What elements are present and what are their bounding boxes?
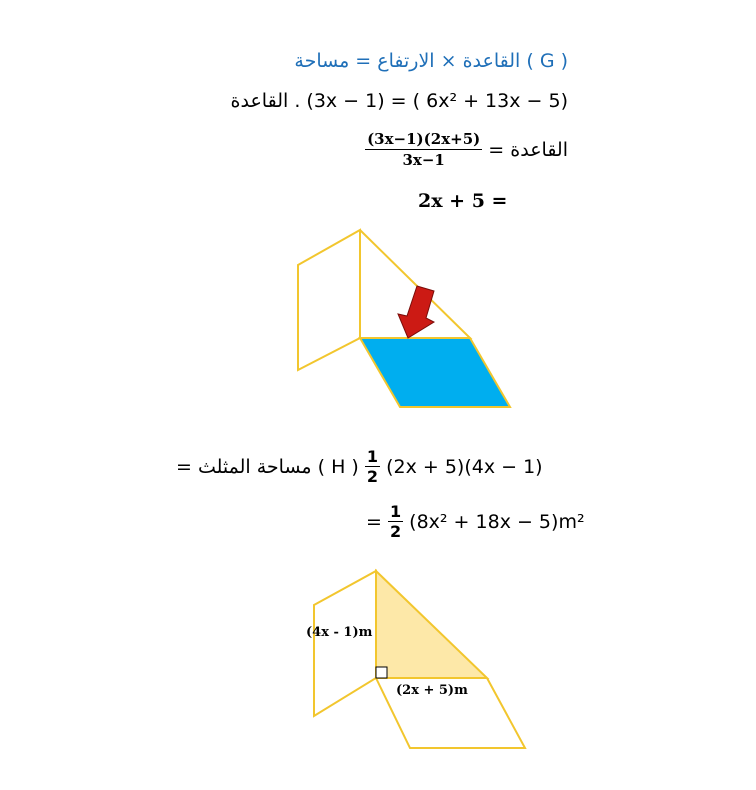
half-denominator-2: 2: [389, 522, 402, 541]
equation-h-2: [366, 503, 585, 541]
left-wall-2: [314, 571, 376, 716]
half-fraction-1: [365, 448, 380, 486]
area-formula-title-text: القاعدة × الارتفاع = مساحة ( G ): [294, 50, 568, 72]
half-numerator-1: 1: [366, 447, 379, 466]
equation-line-1-text: (6x² + 13x − 5 ) = (3x − 1) . القاعدة: [230, 90, 568, 112]
equals-sign: =: [366, 511, 382, 533]
base-label-2: (2x + 5)m: [396, 683, 468, 698]
base-result: 2x + 5 =: [418, 190, 508, 212]
equation-h-1: [176, 448, 543, 486]
height-label: (4x - 1)m: [306, 625, 373, 640]
base-label: = القاعدة: [488, 139, 568, 161]
half-numerator-2: 1: [389, 502, 402, 521]
triangle-h: [376, 571, 487, 678]
base-fraction-denominator: 3x−1: [402, 151, 445, 169]
right-angle-icon: [376, 667, 387, 678]
area-expression-2: (8x² + 18x − 5)m²: [409, 511, 585, 533]
blue-base-parallelogram: [360, 338, 510, 407]
base-fraction-numerator: (3x−1)(2x+5): [367, 130, 481, 148]
triangle-area-label: ( H ) مساحة المثلث =: [176, 456, 359, 478]
area-expression-1: (2x + 5)(4x − 1): [386, 456, 543, 478]
red-arrow-icon: [398, 286, 434, 338]
left-wall: [298, 230, 360, 370]
half-denominator-1: 2: [366, 467, 379, 486]
half-fraction-2: [388, 503, 403, 541]
